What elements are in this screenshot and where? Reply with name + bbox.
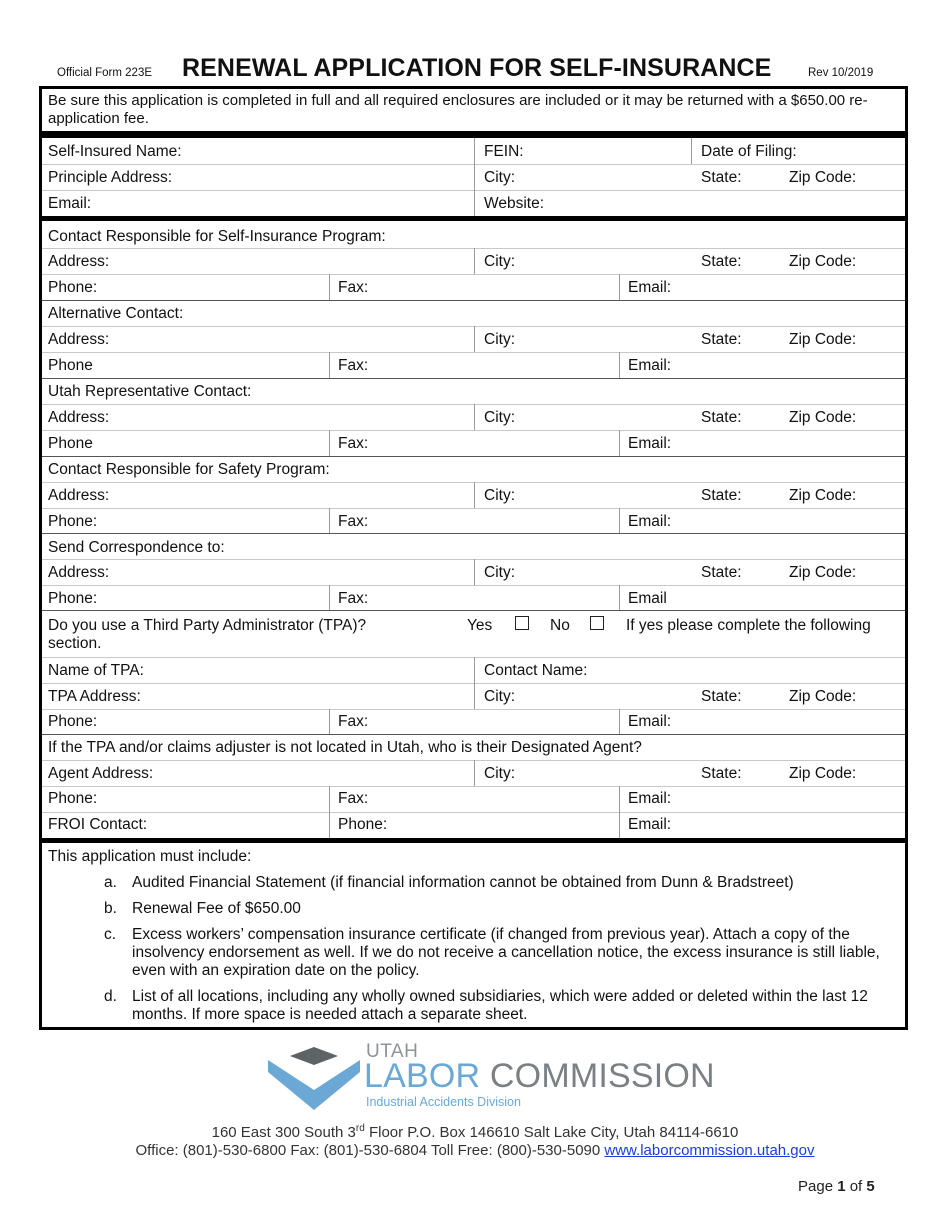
phone-label: Phone [48,435,93,452]
logo-title [364,1057,715,1096]
yes-label: Yes [467,617,493,634]
form-number: Official Form 223E [57,67,153,79]
city-label: City: [484,409,515,426]
address-label: Address: [48,331,110,348]
phone-label: Phone: [48,590,98,607]
website-link[interactable]: www.laborcommission.utah.gov [604,1142,815,1159]
no-checkbox[interactable] [590,616,604,630]
logo-commission-text: COMMISSION [489,1057,715,1095]
form-title: RENEWAL APPLICATION FOR SELF-INSURANCE [182,54,772,82]
email-label: Email: [48,195,92,212]
phone-label: Phone: [338,816,388,833]
utah-representative-label: Utah Representative Contact: [48,383,252,400]
address-label: Address: [48,487,110,504]
state-label: State: [701,409,742,426]
fein-label: FEIN: [484,143,524,160]
includes-title: This application must include: [48,848,252,865]
city-label: City: [484,564,515,581]
state-label: State: [701,331,742,348]
email-label: Email: [628,435,672,452]
address-label: Address: [48,253,110,270]
separator-thick [39,216,908,221]
city-label: City: [484,169,515,186]
contact-self-insurance-label: Contact Responsible for Self-Insurance Program: [48,228,386,245]
tpa-address-label: TPA Address: [48,688,141,705]
contact-name-label: Contact Name: [484,662,588,679]
email-label: Email: [628,816,672,833]
list-item: Excess workers’ compensation insurance certificate (if changed from previous year). Attach a copy of the insolvency endorsement as well. If we do not receive a cancellation notice, the excess insurance is still liable, even with an expiration date on the policy. [132,926,880,979]
city-label: City: [484,688,515,705]
logo-division-text: Industrial Accidents Division [366,1095,521,1109]
agent-address-label: Agent Address: [48,765,154,782]
list-item: List of all locations, including any wholly owned subsidiaries, which were added or deleted within the last 12 months. If more space is needed attach a separate sheet. [132,988,868,1023]
list-item-marker: a. [104,874,117,891]
notice-text: Be sure this application is completed in full and all required enclosures are included or it may be returned with a $650.00 re-application fee. [48,92,868,127]
no-label: No [550,617,570,634]
phone-label: Phone: [48,790,98,807]
tpa-question: Do you use a Third Party Administrator (TPA)? section. [48,617,367,652]
alternative-contact-label: Alternative Contact: [48,305,184,322]
separator-thick [39,131,908,138]
address-label: Address: [48,409,110,426]
fax-label: Fax: [338,357,369,374]
city-label: City: [484,253,515,270]
zip-label: Zip Code: [789,409,857,426]
list-item-marker: b. [104,900,117,917]
phone-label: Phone: [48,713,98,730]
zip-label: Zip Code: [789,765,857,782]
email-label: Email: [628,513,672,530]
fax-label: Fax: [338,279,369,296]
state-label: State: [701,169,742,186]
page-number: Page 1 of 5 [798,1178,875,1195]
state-label: State: [701,688,742,705]
city-label: City: [484,765,515,782]
send-correspondence-label: Send Correspondence to: [48,539,225,556]
list-item: Renewal Fee of $650.00 [132,900,301,917]
state-label: State: [701,253,742,270]
email-label: Email: [628,713,672,730]
tpa-note: If yes please complete the following [626,617,871,634]
email-label: Email: [628,790,672,807]
zip-label: Zip Code: [789,564,857,581]
city-label: City: [484,487,515,504]
fax-label: Fax: [338,435,369,452]
email-label: Email [628,590,667,607]
name-of-tpa-label: Name of TPA: [48,662,144,679]
address-label: Address: [48,564,110,581]
phone-label: Phone [48,357,93,374]
separator-thick [39,838,908,843]
list-item-marker: d. [104,988,117,1005]
email-label: Email: [628,357,672,374]
city-label: City: [484,331,515,348]
form-revision: Rev 10/2019 [808,67,874,79]
zip-label: Zip Code: [789,688,857,705]
state-label: State: [701,487,742,504]
self-insured-name-label: Self-Insured Name: [48,143,182,160]
date-of-filing-label: Date of Filing: [701,143,797,160]
froi-contact-label: FROI Contact: [48,816,148,833]
phone-label: Phone: [48,279,98,296]
fax-label: Fax: [338,713,369,730]
zip-label: Zip Code: [789,169,857,186]
phone-label: Phone: [48,513,98,530]
footer-address: 160 East 300 South 3rd Floor P.O. Box 146610 Salt Lake City, Utah 84114-6610 [211,1123,739,1141]
fax-label: Fax: [338,790,369,807]
zip-label: Zip Code: [789,487,857,504]
yes-checkbox[interactable] [515,616,529,630]
website-label: Website: [484,195,545,212]
footer-contact: Office: (801)-530-6800 Fax: (801)-530-6804 Toll Free: (800)-530-5090 www.laborcommission.utah.gov [135,1142,815,1159]
principle-address-label: Principle Address: [48,169,173,186]
list-item: Audited Financial Statement (if financial information cannot be obtained from Dunn & Bradstreet) [132,874,794,891]
safety-contact-label: Contact Responsible for Safety Program: [48,461,330,478]
logo-utah-text: UTAH [366,1041,419,1062]
fax-label: Fax: [338,513,369,530]
designated-agent-question: If the TPA and/or claims adjuster is not located in Utah, who is their Designated Agent? [48,739,642,756]
state-label: State: [701,564,742,581]
state-label: State: [701,765,742,782]
fax-label: Fax: [338,590,369,607]
zip-label: Zip Code: [789,331,857,348]
zip-label: Zip Code: [789,253,857,270]
list-item-marker: c. [104,926,117,943]
logo-labor-text: LABOR [364,1057,481,1095]
labor-commission-logo-icon [268,1046,360,1112]
email-label: Email: [628,279,672,296]
